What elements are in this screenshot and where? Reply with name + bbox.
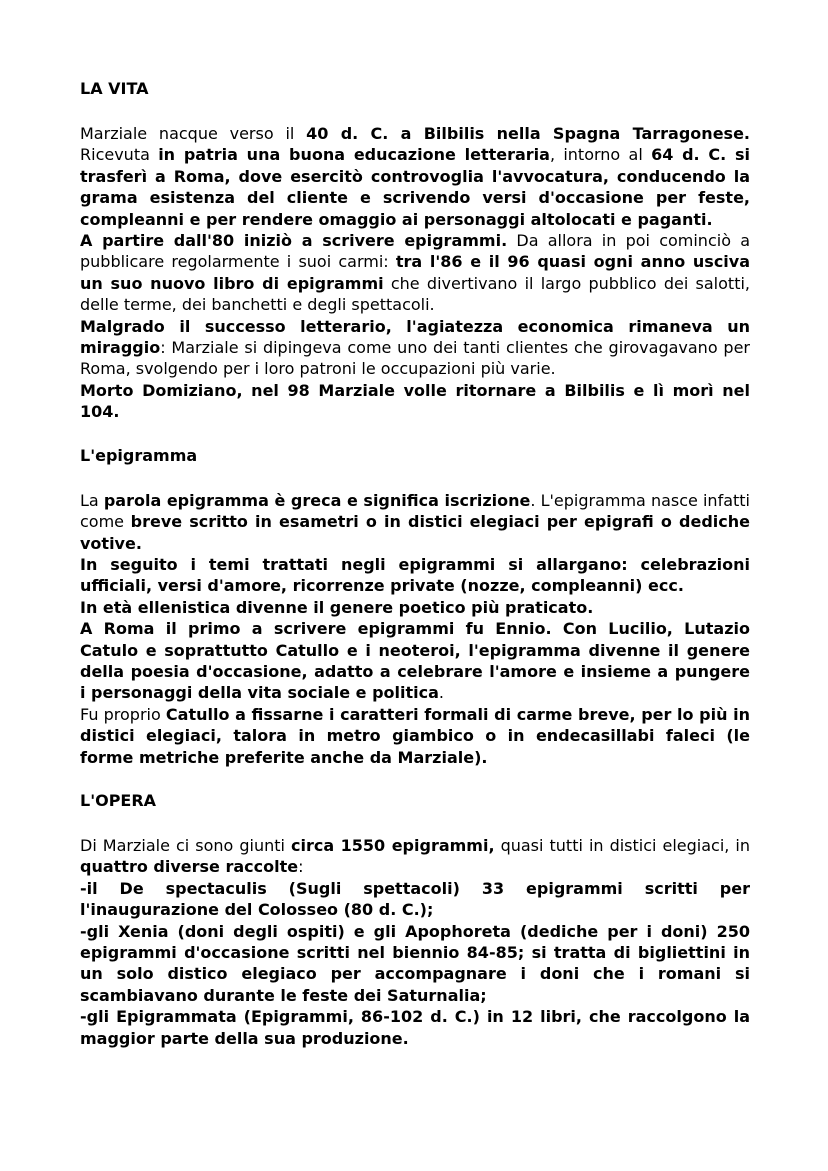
bold-text: In seguito i temi trattati negli epigrammi si allargano: celebrazioni ufficiali, versi d'amore, ricorrenze private (nozze, compleanni) ecc. <box>80 554 750 596</box>
paragraph <box>80 1006 750 1049</box>
text-run: che divertivano il largo pubblico dei salotti, delle terme, dei banchetti e degli spettacoli. <box>80 273 750 315</box>
bold-text: quattro diverse raccolte <box>80 857 299 877</box>
bold-text: 64 d. C. si trasferì a Roma, dove esercitò controvoglia l'avvocatura, conducendo la grama esistenza del cliente e scrivendo versi d'occasione per feste, compleanni e per rendere omaggio ai personaggi altolocati e paganti. <box>80 145 751 229</box>
bold-text: A partire dall'80 iniziò a scrivere epigrammi. <box>80 231 508 251</box>
bold-text: tra l'86 e il 96 quasi ogni anno usciva un suo nuovo libro di epigrammi <box>80 252 751 293</box>
section-heading: L'OPERA <box>80 790 157 810</box>
paragraph <box>80 554 750 597</box>
paragraph <box>80 618 750 704</box>
paragraph <box>80 316 750 380</box>
document-body <box>80 78 750 1049</box>
bold-text: Catullo a fissarne i caratteri formali di carme breve, per lo più in distici elegiaci, talora in metro giambico o in endecasillabi faleci (le forme metriche preferite anche da Marziale). <box>80 704 750 767</box>
paragraph <box>80 878 750 921</box>
section-la-vita <box>80 78 750 423</box>
bold-text: Morto Domiziano, nel 98 Marziale volle ritornare a Bilbilis e lì morì nel 104. <box>80 380 750 422</box>
section-epigramma <box>80 445 750 768</box>
text-run: Da allora in poi cominciò a pubblicare regolarmente i suoi carmi: <box>80 231 751 272</box>
text-run: . <box>438 683 445 703</box>
paragraph <box>80 380 750 423</box>
bold-text: circa 1550 epigrammi, <box>290 835 495 855</box>
bold-text: breve scritto in esametri o in distici elegiaci per epigrafi o dediche votive. <box>80 512 750 553</box>
text-run: Di Marziale ci sono giunti <box>80 835 291 855</box>
bold-text: A Roma il primo a scrivere epigrammi fu Ennio. Con Lucilio, Lutazio Catulo e soprattutto Catullo e i neoteroi, l'epigramma divenne il genere della poesia d'occasione, adatto a celebrare l'amore e insieme a pungere i personaggi della vita sociale e politica <box>80 619 750 703</box>
bold-text: In età ellenistica divenne il genere poetico più praticato. <box>80 597 594 617</box>
paragraph <box>80 230 750 316</box>
bold-text: -gli Xenia (doni degli ospiti) e gli Apophoreta (dediche per i doni) 250 epigrammi d'occasione scritti nel biennio 84-85; si tratta di bigliettini in un solo distico elegiaco per accompagnare i doni che i romani si scambiavano durante le feste dei Saturnalia; <box>80 921 750 1005</box>
paragraph <box>80 123 750 230</box>
bold-text: -gli Epigrammata (Epigrammi, 86-102 d. C.) in 12 libri, che raccolgono la maggior parte della sua produzione. <box>80 1007 750 1048</box>
text-run: Fu proprio <box>80 704 166 724</box>
text-run: Marziale nacque verso il <box>80 124 307 143</box>
paragraph <box>80 835 750 878</box>
text-run: . L'epigramma nasce infatti come <box>80 490 750 532</box>
section-heading: L'epigramma <box>80 445 198 465</box>
paragraph <box>80 704 750 768</box>
paragraph <box>80 490 750 554</box>
paragraph <box>80 921 750 1007</box>
bold-text: parola epigramma è greca e significa iscrizione <box>103 490 531 510</box>
text-run: , intorno al <box>549 145 652 165</box>
bold-text: 40 d. C. a Bilbilis nella Spagna Tarragonese. <box>306 124 750 143</box>
bold-text: -il De spectaculis (Sugli spettacoli) 33 epigrammi scritti per l'inaugurazione del Colosseo (80 d. C.); <box>80 878 750 920</box>
bold-text: Malgrado il successo letterario, l'agiatezza economica rimaneva un miraggio <box>80 316 750 358</box>
section-heading: LA VITA <box>80 79 149 98</box>
text-run: Ricevuta <box>80 145 159 165</box>
text-run: La <box>80 490 104 510</box>
paragraph <box>80 597 750 618</box>
bold-text: in patria una buona educazione letteraria <box>158 145 550 165</box>
text-run: quasi tutti in distici elegiaci, in <box>494 835 751 855</box>
section-opera <box>80 790 750 1049</box>
text-run: : Marziale si dipingeva come uno dei tanti clientes che girovagavano per Roma, svolgendo per i loro patroni le occupazioni più varie. <box>80 338 750 379</box>
text-run: : <box>298 857 304 877</box>
